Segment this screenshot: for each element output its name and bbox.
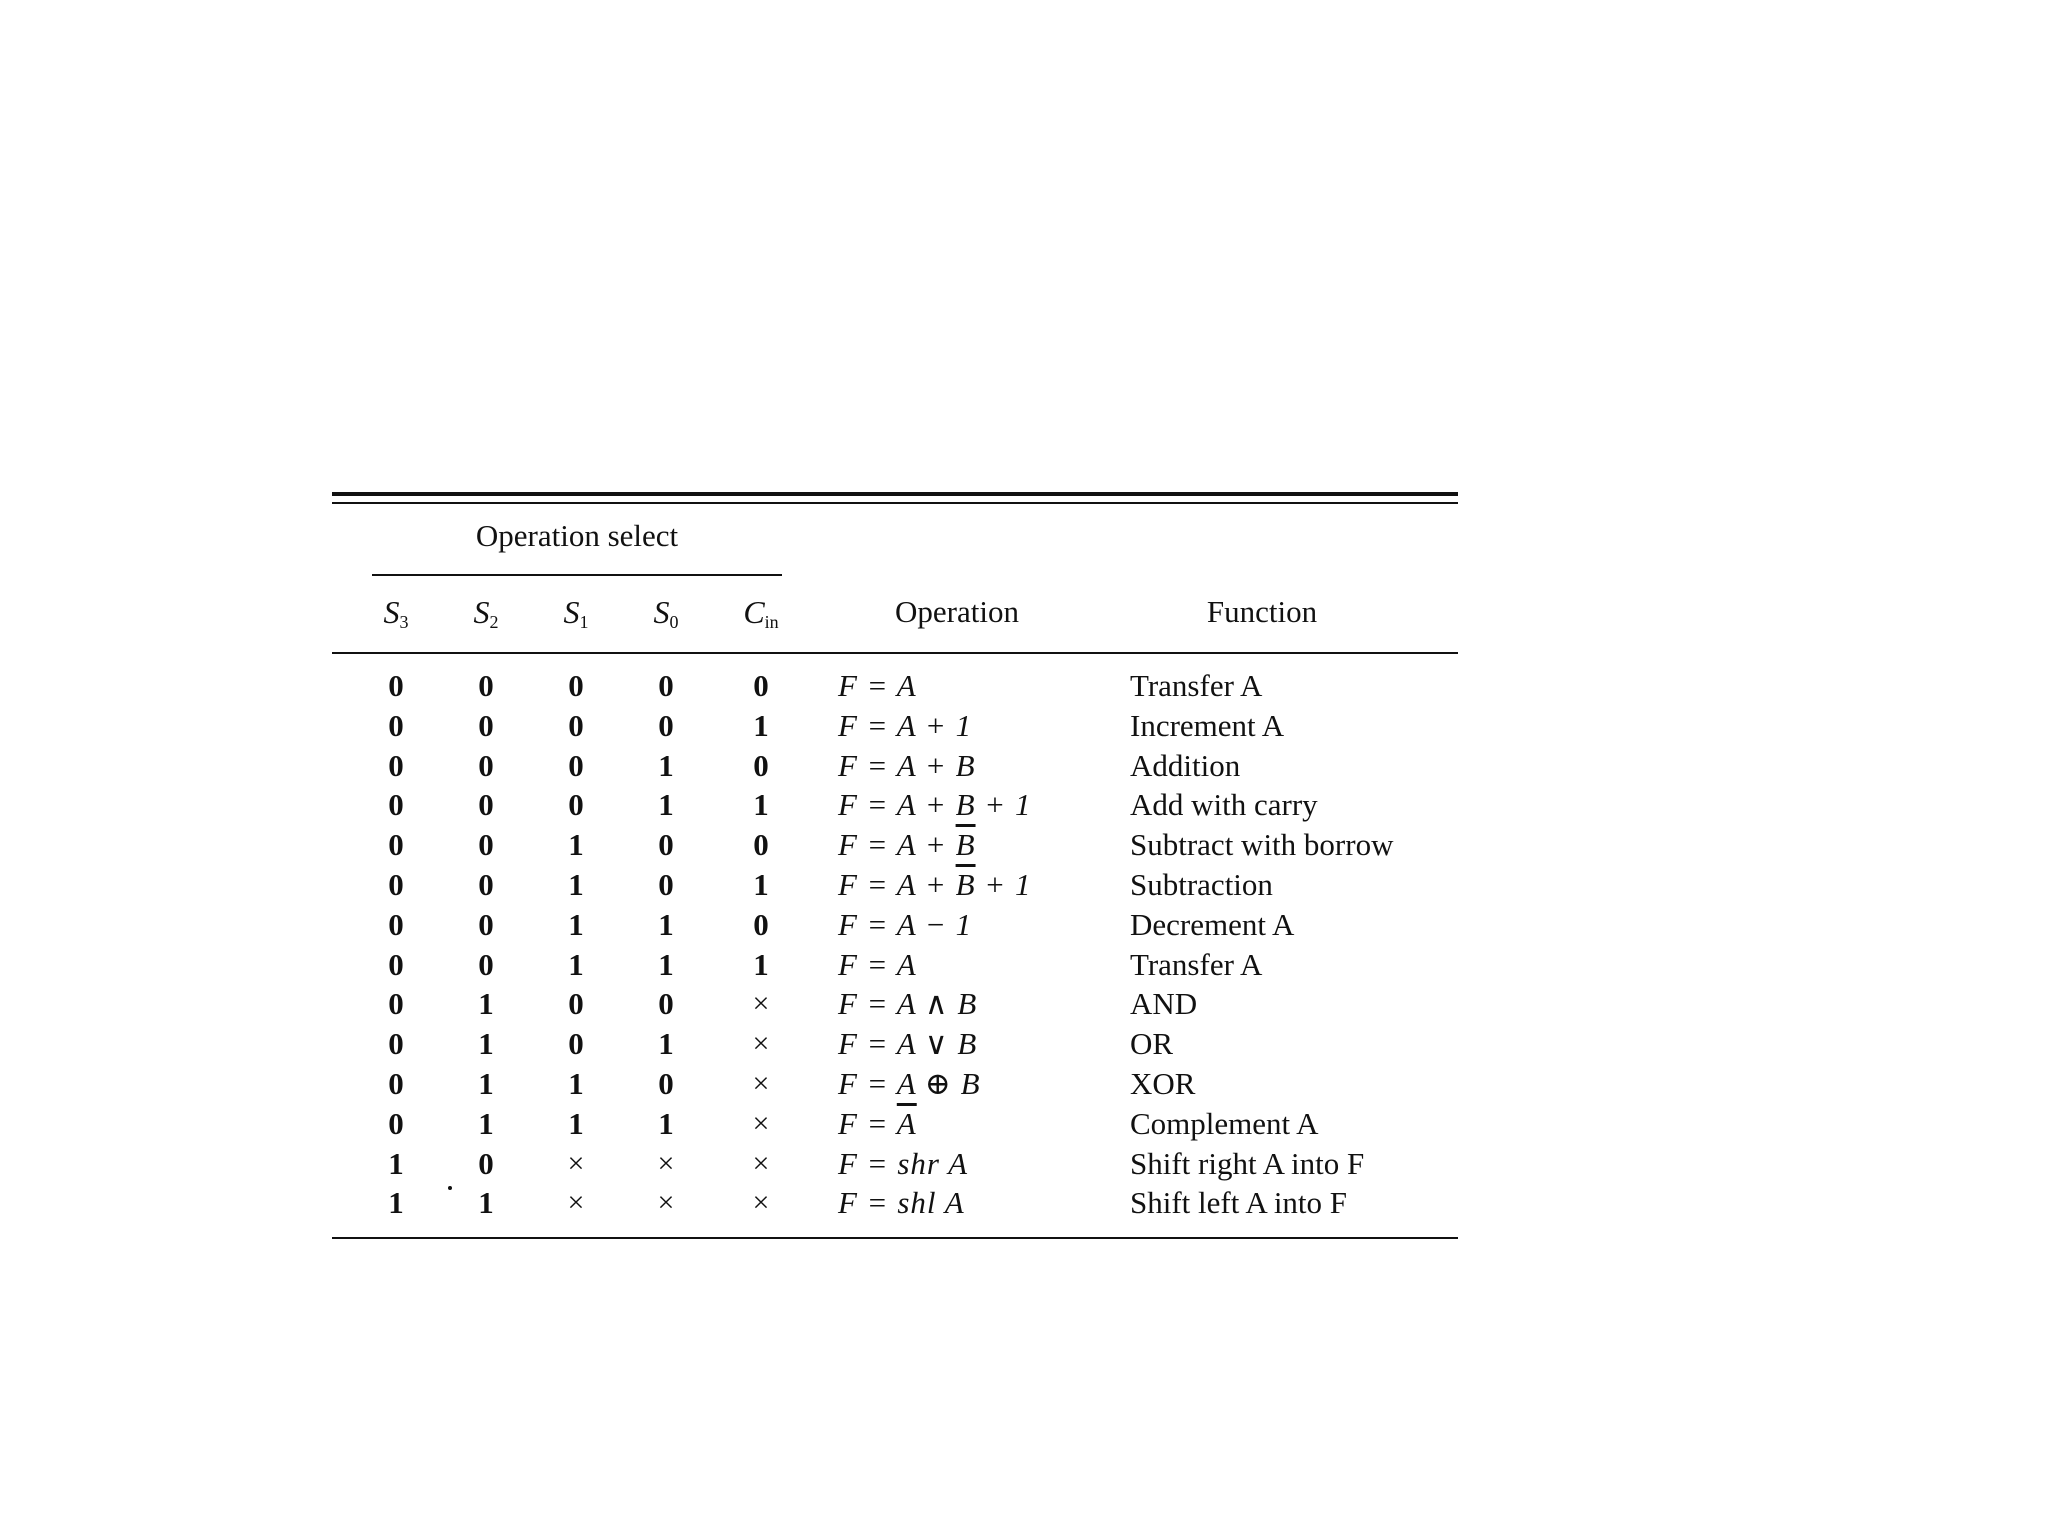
table-row	[332, 1024, 1458, 1064]
cell-s0: ×	[657, 1186, 675, 1220]
cell-cin: ×	[752, 1027, 770, 1061]
table-top-rule-thick	[332, 492, 1458, 496]
cell-cin: ×	[752, 1106, 770, 1140]
cell-s3: 0	[388, 747, 404, 783]
cell-s0: 1	[658, 946, 674, 982]
cell-s1: 0	[568, 668, 584, 703]
cell-s2: 0	[478, 827, 494, 863]
cell-s1: 1	[568, 1105, 584, 1141]
cell-s3: 0	[388, 707, 404, 743]
cell-function: Addition	[1130, 747, 1241, 783]
cell-cin: 0	[753, 827, 769, 863]
cell-operation	[838, 825, 976, 865]
cell-s3: 1	[388, 1145, 404, 1181]
cell-s2: 1	[478, 1065, 494, 1101]
cell-s3: 0	[388, 668, 404, 703]
cell-cin: 1	[753, 787, 769, 823]
cell-s0: 0	[658, 707, 674, 743]
table-row	[332, 1144, 1458, 1184]
cell-s1: 1	[568, 906, 584, 942]
cell-s0: 0	[658, 668, 674, 703]
alu-function-table	[332, 490, 1458, 1240]
cell-function: Complement A	[1130, 1105, 1319, 1141]
cell-s1: 1	[568, 827, 584, 863]
cell-operation	[838, 865, 1031, 905]
cell-s2: 1	[478, 1185, 494, 1221]
header-operation: Operation	[895, 594, 1019, 629]
cell-function: XOR	[1130, 1065, 1196, 1101]
cell-cin: 1	[753, 866, 769, 902]
cell-operation: F = A ∧ B	[838, 986, 978, 1022]
cell-cin: ×	[752, 1186, 770, 1220]
header-function: Function	[1206, 594, 1318, 629]
operation-select-header: Operation select	[475, 518, 679, 553]
cell-function: Increment A	[1130, 707, 1285, 743]
cell-s2: 0	[478, 787, 494, 823]
cell-cin: 1	[753, 946, 769, 982]
cell-operation: F = A + B	[838, 747, 976, 783]
table-row	[332, 706, 1458, 746]
table-top-rule-thin	[332, 502, 1458, 504]
table-row	[332, 666, 1458, 706]
table-row	[332, 1064, 1458, 1104]
cell-operation: F = A + 1	[838, 707, 973, 743]
header-cin: $C_{in}$	[743, 594, 779, 632]
cell-function: Add with carry	[1130, 787, 1318, 823]
cell-s3: 0	[388, 1065, 404, 1101]
cell-s2: 0	[478, 668, 494, 703]
cell-s0: 0	[658, 866, 674, 902]
cell-s2: 0	[478, 866, 494, 902]
cell-operation: F = shl A	[838, 1185, 965, 1221]
header-s0: $S_0$	[653, 594, 679, 632]
cell-cin: 1	[753, 707, 769, 743]
cell-operation	[838, 1104, 917, 1144]
cell-operation: F = A ∨ B	[838, 1026, 978, 1062]
table-row	[332, 905, 1458, 945]
table-row	[332, 825, 1458, 865]
operation-overbar-term: $\overline{A}$	[896, 1105, 917, 1141]
cell-s3: 0	[388, 946, 404, 982]
cell-s3: 0	[388, 787, 404, 823]
operation-overbar-term: $\overline{B}$	[955, 827, 976, 863]
cell-s3: 0	[388, 1026, 404, 1062]
table-bottom-rule	[332, 1237, 1458, 1239]
cell-s1: 0	[568, 986, 584, 1022]
cell-s0: 0	[658, 827, 674, 863]
cell-s1: ×	[567, 1186, 585, 1220]
cell-s2: 0	[478, 946, 494, 982]
cell-operation: F = A ⊕ B	[838, 1065, 981, 1101]
cell-s3: 0	[388, 866, 404, 902]
header-s2: $S_2$	[473, 594, 499, 632]
table-row	[332, 865, 1458, 905]
cell-cin: ×	[752, 1146, 770, 1180]
operation-select-underline	[372, 574, 782, 576]
cell-function: OR	[1130, 1026, 1174, 1062]
table-row	[332, 1183, 1458, 1223]
cell-s2: 0	[478, 906, 494, 942]
cell-cin: ×	[752, 1066, 770, 1100]
cell-s0: 1	[658, 906, 674, 942]
operation-prefix: F =	[838, 1105, 897, 1141]
cell-s2: 1	[478, 986, 494, 1022]
cell-s0: 1	[658, 787, 674, 823]
cell-s1: 0	[568, 747, 584, 783]
cell-s1: 0	[568, 1026, 584, 1062]
cell-function: Shift right A into F	[1130, 1145, 1365, 1181]
cell-s1: 0	[568, 787, 584, 823]
scan-speck	[448, 1186, 452, 1190]
cell-function: Subtraction	[1130, 866, 1273, 902]
table-row	[332, 945, 1458, 985]
cell-function: Transfer A	[1130, 668, 1263, 703]
header-s3: $S_3$	[383, 594, 409, 632]
cell-operation: F = A + B + 1	[838, 787, 1032, 823]
cell-s2: 0	[478, 747, 494, 783]
table-row	[332, 1104, 1458, 1144]
cell-s0: 0	[658, 1065, 674, 1101]
operation-suffix: + 1	[975, 866, 1032, 902]
cell-s3: 0	[388, 827, 404, 863]
cell-s3: 0	[388, 986, 404, 1022]
cell-s1: ×	[567, 1146, 585, 1180]
cell-s0: 1	[658, 747, 674, 783]
cell-s2: 0	[478, 707, 494, 743]
table-row	[332, 746, 1458, 786]
cell-s0: 1	[658, 1105, 674, 1141]
cell-s1: 1	[568, 866, 584, 902]
operation-overbar-term: $\overline{B}$	[955, 866, 976, 902]
cell-s1: 1	[568, 946, 584, 982]
table-body	[332, 666, 1458, 1223]
cell-operation: F = A − 1	[838, 906, 973, 942]
cell-operation: F = A	[838, 946, 917, 982]
cell-s1: 0	[568, 707, 584, 743]
operation-prefix: F = A +	[838, 827, 956, 863]
cell-function: Subtract with borrow	[1130, 827, 1394, 863]
cell-s0: ×	[657, 1146, 675, 1180]
cell-operation: F = shr A	[838, 1145, 969, 1181]
cell-function: Decrement A	[1130, 906, 1295, 942]
cell-s0: 1	[658, 1026, 674, 1062]
cell-cin: ×	[752, 987, 770, 1021]
operation-prefix: F = A +	[838, 866, 956, 902]
cell-s1: 1	[568, 1065, 584, 1101]
cell-function: AND	[1130, 986, 1198, 1022]
cell-function: Transfer A	[1130, 946, 1263, 982]
cell-s2: 0	[478, 1145, 494, 1181]
cell-s3: 1	[388, 1185, 404, 1221]
table-header-rule	[332, 652, 1458, 654]
cell-s3: 0	[388, 906, 404, 942]
cell-cin: 0	[753, 906, 769, 942]
cell-s0: 0	[658, 986, 674, 1022]
cell-operation: F = A	[838, 668, 917, 703]
table-row	[332, 984, 1458, 1024]
cell-s2: 1	[478, 1105, 494, 1141]
cell-cin: 0	[753, 668, 769, 703]
table-row	[332, 785, 1458, 825]
cell-s3: 0	[388, 1105, 404, 1141]
header-s1: $S_1$	[563, 594, 589, 632]
cell-function: Shift left A into F	[1130, 1185, 1348, 1221]
cell-cin: 0	[753, 747, 769, 783]
cell-s2: 1	[478, 1026, 494, 1062]
